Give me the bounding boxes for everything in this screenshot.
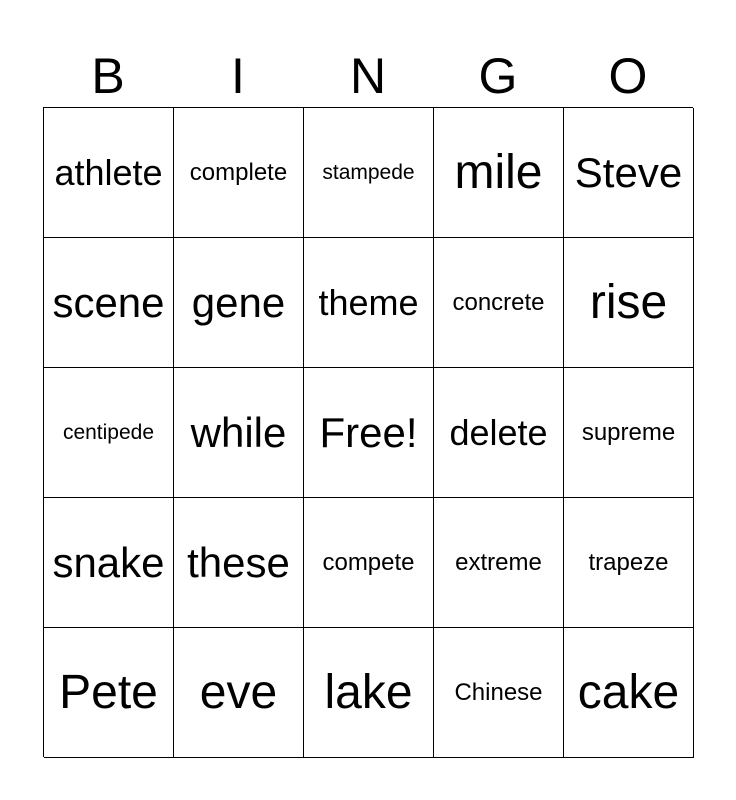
bingo-cell[interactable]: lake bbox=[304, 628, 434, 758]
bingo-board bbox=[43, 107, 693, 757]
header-letter-o: O bbox=[608, 48, 648, 104]
bingo-cell[interactable]: athlete bbox=[44, 108, 174, 238]
header-letter-g: G bbox=[478, 48, 518, 104]
bingo-cell[interactable]: cake bbox=[564, 628, 694, 758]
header-letter-n: N bbox=[349, 48, 387, 104]
bingo-cell[interactable]: theme bbox=[304, 238, 434, 368]
header-letter-i: I bbox=[231, 48, 245, 104]
bingo-cell[interactable]: extreme bbox=[434, 498, 564, 628]
bingo-cell[interactable]: trapeze bbox=[564, 498, 694, 628]
header-letter-b: B bbox=[91, 48, 125, 104]
bingo-cell[interactable]: gene bbox=[174, 238, 304, 368]
bingo-cell[interactable]: Steve bbox=[564, 108, 694, 238]
bingo-cell[interactable]: these bbox=[174, 498, 304, 628]
bingo-cell[interactable]: compete bbox=[304, 498, 434, 628]
bingo-cell[interactable]: stampede bbox=[304, 108, 434, 238]
free-space[interactable]: Free! bbox=[304, 368, 434, 498]
bingo-cell[interactable]: concrete bbox=[434, 238, 564, 368]
bingo-cell[interactable]: eve bbox=[174, 628, 304, 758]
bingo-cell[interactable]: snake bbox=[44, 498, 174, 628]
bingo-cell[interactable]: complete bbox=[174, 108, 304, 238]
bingo-cell[interactable]: centipede bbox=[44, 368, 174, 498]
bingo-cell[interactable]: Pete bbox=[44, 628, 174, 758]
bingo-header bbox=[43, 44, 693, 108]
bingo-cell[interactable]: scene bbox=[44, 238, 174, 368]
bingo-cell[interactable]: mile bbox=[434, 108, 564, 238]
bingo-cell[interactable]: delete bbox=[434, 368, 564, 498]
bingo-cell[interactable]: while bbox=[174, 368, 304, 498]
bingo-cell[interactable]: rise bbox=[564, 238, 694, 368]
bingo-cell[interactable]: Chinese bbox=[434, 628, 564, 758]
bingo-cell[interactable]: supreme bbox=[564, 368, 694, 498]
